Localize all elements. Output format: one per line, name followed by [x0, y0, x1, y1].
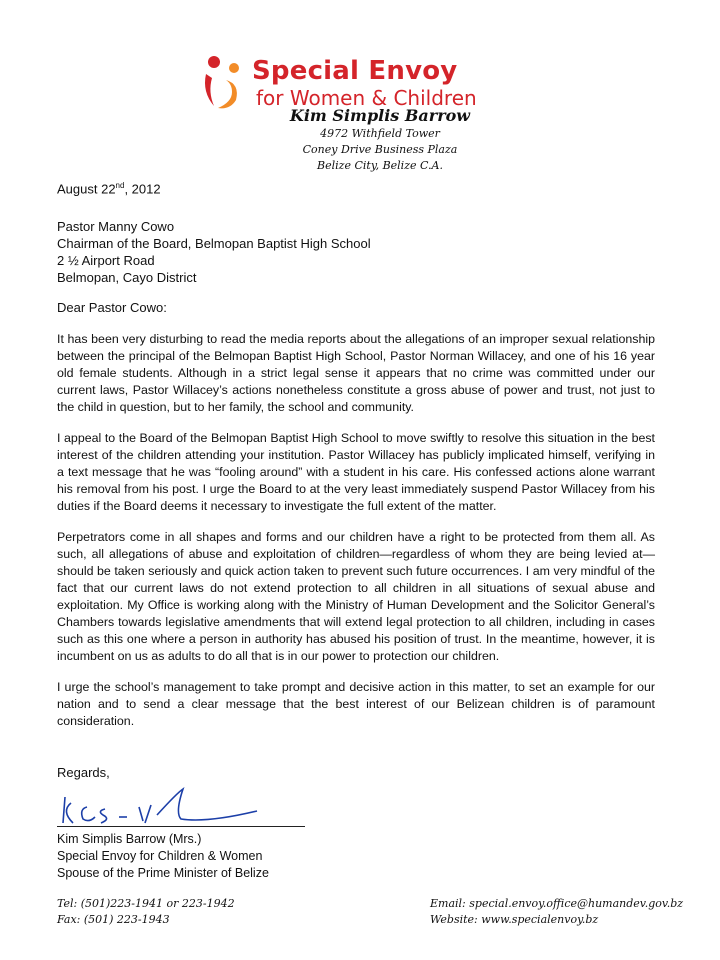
handwritten-signature: [57, 783, 317, 831]
signer-line: Spouse of the Prime Minister of Belize: [57, 866, 269, 880]
signer-line: Special Envoy for Children & Women: [57, 849, 263, 863]
recipient-block: [57, 218, 371, 286]
footer-contact-block: [430, 896, 683, 928]
body-paragraph: I urge the school’s management to take prompt and decisive action in this matter, to set an example for our nation and to send a clear message that the best interest of our Belizean children is of paramount consideration.: [57, 680, 655, 728]
recipient-line: Belmopan, Cayo District: [57, 270, 197, 285]
sender-address-line: Coney Drive Business Plaza: [302, 143, 458, 156]
recipient-line: 2 ½ Airport Road: [57, 253, 155, 268]
closing: Regards,: [57, 765, 110, 780]
org-name-line2: for Women & Children: [256, 86, 477, 110]
signer-block: [57, 831, 269, 882]
date-year: , 2012: [124, 181, 161, 197]
sender-block: [260, 106, 500, 174]
date-month-day: August 22: [57, 181, 116, 197]
footer-email: Email: special.envoy.office@humandev.gov.bz: [430, 897, 684, 910]
signer-line: Kim Simplis Barrow (Mrs.): [57, 832, 202, 846]
body-paragraph: I appeal to the Board of the Belmopan Baptist High School to move swiftly to resolve this situation in the best interest of the children attending your institution. Pastor Willacey has publicly implicated himself, verifying in a text message that he was “fooling around” with a student in his care. His confessed actions alone warrant his removal from his post. I urge the Board to at the very least immediately suspend Pastor Willacey from his duties if the Board deems it necessary to investigate the full extent of the matter.: [57, 431, 655, 513]
body-paragraph: Perpetrators come in all shapes and forms and our children have a right to be protected from them all. As such, all allegations of abuse and exploitation of children—regardless of whom they are being levied at—should be taken seriously and quick action taken to prevent such future occurrences. I am very mindful of the fact that our current laws do not extend protection to all children in all situations of sexual abuse and exploitation. My Office is working along with the Ministry of Human Development and the Solicitor General’s Chambers towards legislative amendments that will extend legal protection to all children, including in cases such as this one where a person in authority has abused his position of trust. In the meantime, however, it is incumbent on us as adults to do all that is in our power to protection our children.: [57, 530, 655, 663]
letter-body: [57, 331, 655, 744]
date-ordinal: nd: [115, 181, 125, 190]
body-paragraph: It has been very disturbing to read the media reports about the allegations of an improper sexual relationship between the principal of the Belmopan Baptist High School, Pastor Norman Willacey, and one of his 16 year old female students. Although in a strict legal sense it appears that no crime was committed under our current laws, Pastor Willacey’s actions nonetheless constitute a gross abuse of power and trust, not just to the child in question, but to her family, the school and community.: [57, 332, 655, 414]
sender-name: Kim Simplis Barrow: [289, 106, 471, 125]
signature-line: [57, 826, 305, 827]
salutation: Dear Pastor Cowo:: [57, 300, 167, 315]
footer-tel: Tel: (501)223-1941 or 223-1942: [57, 897, 235, 910]
letter-date: [57, 181, 161, 196]
envoy-figures-icon: [200, 54, 252, 112]
sender-address-line: Belize City, Belize C.A.: [317, 159, 443, 172]
footer-phone-block: [57, 896, 235, 928]
recipient-line: Pastor Manny Cowo: [57, 219, 175, 234]
letterhead-logo: [200, 50, 530, 114]
sender-address-line: 4972 Withfield Tower: [320, 127, 440, 140]
org-name-line1: Special Envoy: [252, 56, 458, 86]
footer-website: Website: www.specialenvoy.bz: [430, 913, 599, 926]
recipient-line: Chairman of the Board, Belmopan Baptist High School: [57, 236, 371, 251]
footer-fax: Fax: (501) 223-1943: [57, 913, 170, 926]
